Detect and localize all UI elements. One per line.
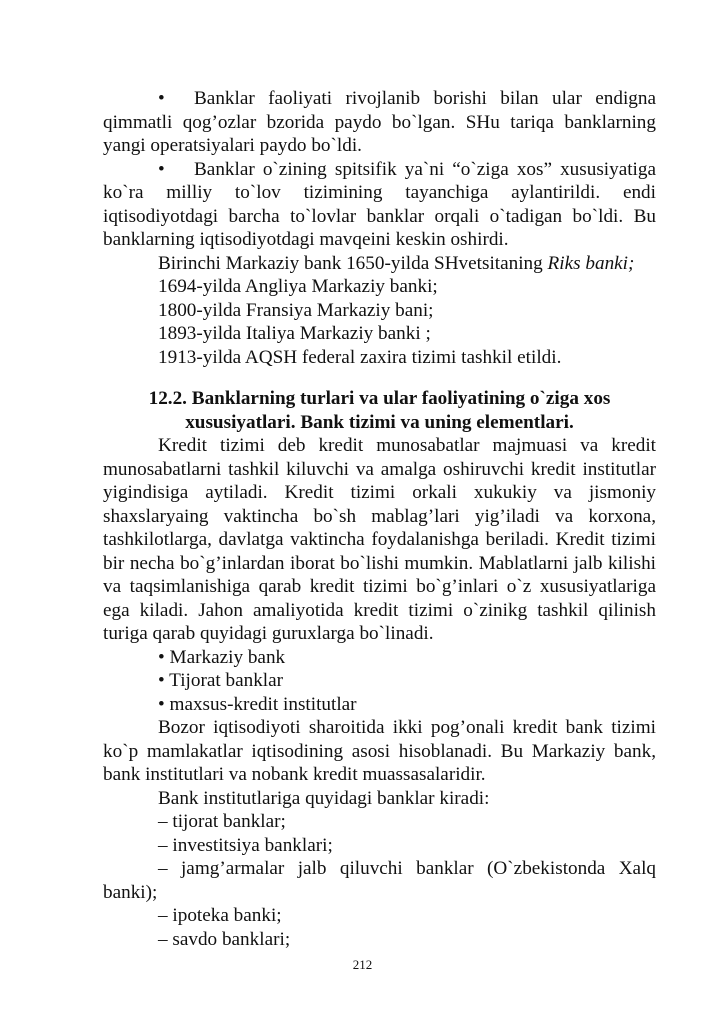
section-heading: 12.2. Banklarning turlari va ular faoliyatining o`ziga xos xususiyatlari. Bank tizimi va uning elementlari.	[148, 388, 611, 433]
bullet-text: Banklar o`zining spitsifik ya`ni “o`ziga xos” xususiyatiga ko`ra milliy to`lov tizimining tayanchiga aylantirildi. endi iqtisodiyotdagi barcha to`lovlar banklar orqali o`tadigan bo`ldi. Bu banklarning iqtisodiyotdagi mavqeini keskin oshirdi.	[103, 158, 656, 250]
page-content	[103, 87, 656, 951]
bank-type-item: – investitsiya banklari;	[158, 834, 333, 856]
bullet-icon: •	[158, 88, 165, 109]
central-bank-item: 1893-yilda Italiya Markaziy banki ;	[158, 323, 431, 344]
bullet-paragraph-1	[103, 87, 656, 158]
central-bank-intro-text: Birinchi Markaziy bank 1650-yilda SHvetsitaning	[158, 252, 548, 274]
paragraph-market-economy: Bozor iqtisodiyoti sharoitida ikki pog’onali kredit bank tizimi ko`p mamlakatlar iqtisodining asosi hisoblanadi. Bu Markaziy bank, bank institutlari va nobank kredit muassasalaridir.	[103, 717, 656, 785]
central-bank-intro	[103, 252, 656, 276]
bank-type-item: – ipoteka banki;	[158, 905, 282, 926]
bank-type-savings: – jamg’armalar jalb qiluvchi banklar (O`zbekistonda Xalq banki);	[103, 858, 656, 903]
bank-type-item: – tijorat banklar;	[158, 811, 286, 832]
central-bank-item: 1694-yilda Angliya Markaziy banki;	[158, 276, 438, 297]
credit-group-item: • Tijorat banklar	[158, 670, 284, 691]
central-bank-item: 1913-yilda AQSH federal zaxira tizimi tashkil etildi.	[158, 346, 562, 368]
credit-group-item: • Markaziy bank	[158, 646, 286, 668]
bank-type-item: – savdo banklari;	[158, 928, 291, 950]
bullet-icon: •	[158, 158, 165, 180]
central-bank-item: 1800-yilda Fransiya Markaziy bani;	[158, 299, 434, 321]
riks-bank-name: Riks banki;	[547, 252, 635, 274]
bullet-paragraph-2	[103, 158, 656, 252]
page-number: 212	[352, 957, 373, 972]
paragraph-credit-system: Kredit tizimi deb kredit munosabatlar majmuasi va kredit munosabatlarni tashkil kiluvchi va amalga oshiruvchi kredit institutlar yigindisiga aytiladi. Kredit tizimi orkali xukukiy va jismoniy shaxslaryaing vaktincha bo`sh mablag’lari yig’iladi va korxona, tashkilotlarga, davlatga vaktincha foydalanishga beriladi. Kredit tizimi bir necha bo`g’inlardan iborat bo`lishi mumkin. Mablatlarni jalb kilishi va taqsimlanishiga qarab kredit tizimi bo`g’inlari o`z xususiyatlariga ega kiladi. Jahon amaliyotida kredit tizimi o`zinikg tashkil qilinish turiga qarab quyidagi guruxlarga bo`linadi.	[103, 435, 656, 644]
bank-institutions-intro: Bank institutlariga quyidagi banklar kiradi:	[158, 787, 490, 809]
credit-group-item: • maxsus-kredit institutlar	[158, 693, 357, 715]
bullet-text: Banklar faoliyati rivojlanib borishi bilan ular endigna qimmatli qog’ozlar bzorida paydo bo`lgan. SHu tariqa banklarning yangi operatsiyalari paydo bo`ldi.	[103, 88, 656, 156]
